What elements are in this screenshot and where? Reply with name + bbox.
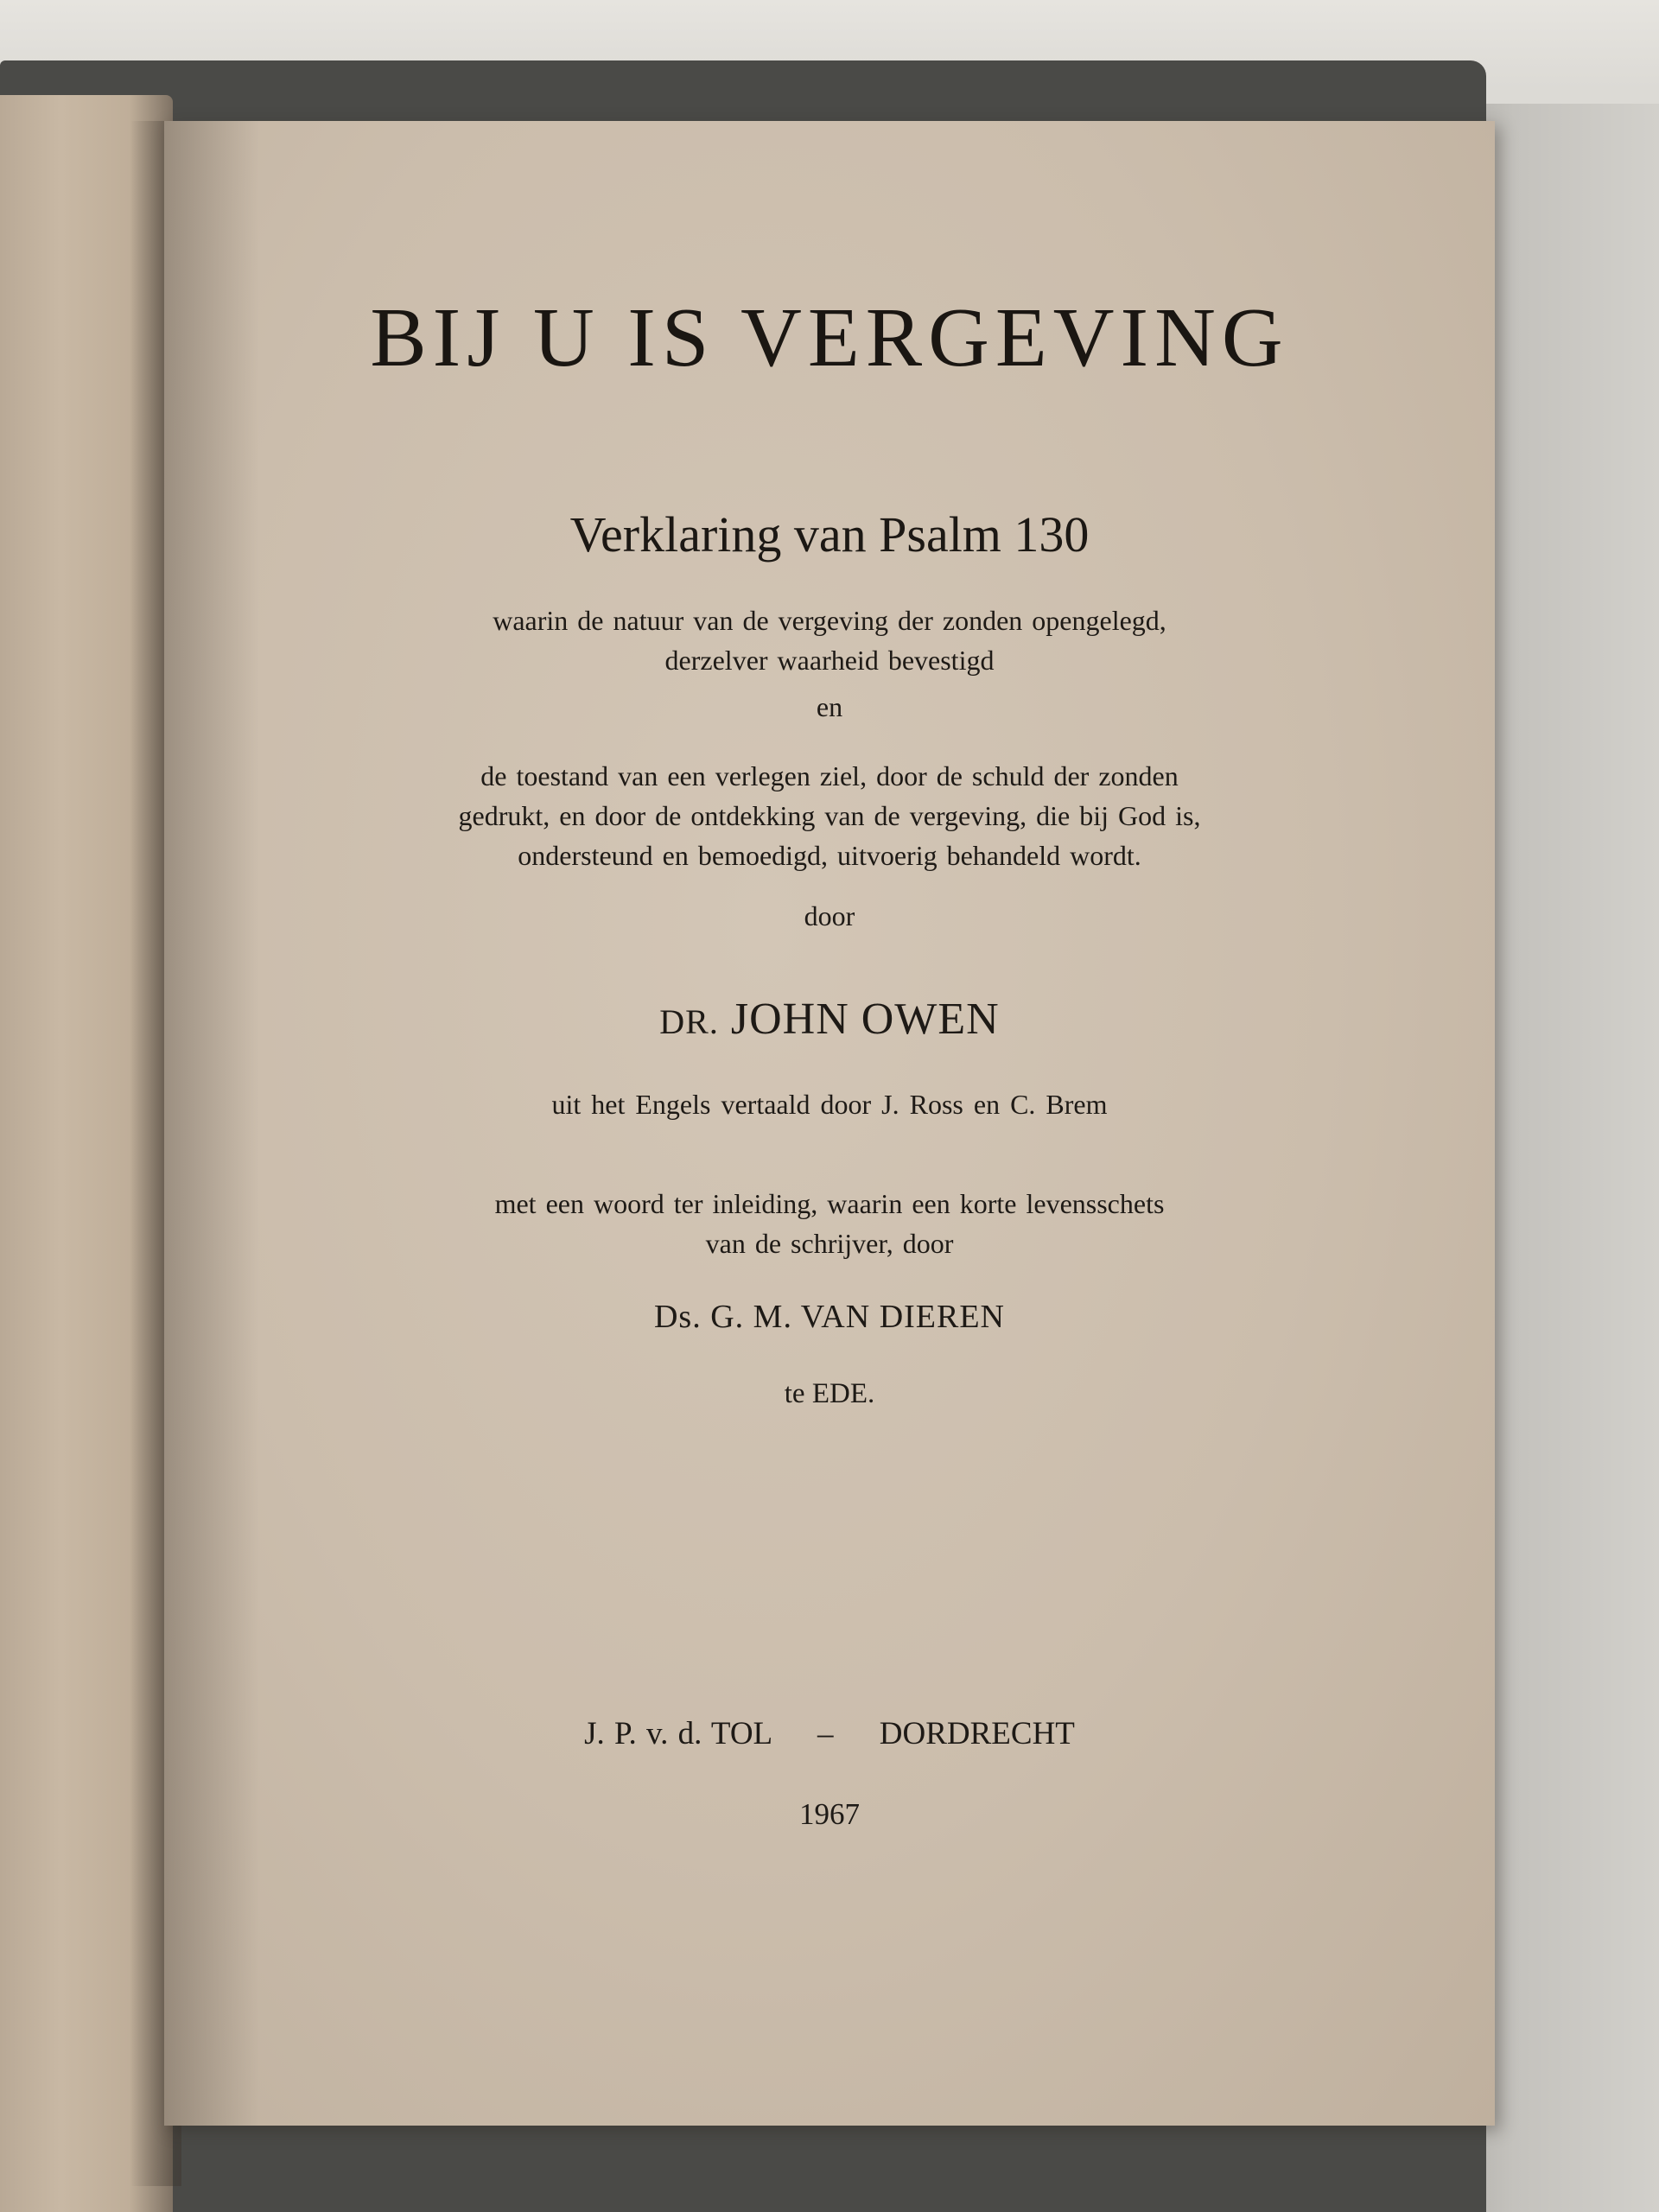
description-2-line-2: gedrukt, en door de ontdekking van de vergeving, die bij God is, <box>458 800 1201 831</box>
description-block-1 <box>164 601 1495 680</box>
author-line <box>164 994 1495 1045</box>
publisher-separator: – <box>817 1716 834 1751</box>
book-subtitle: Verklaring van Psalm 130 <box>569 506 1090 563</box>
introduction-line-2: van de schrijver, door <box>705 1228 954 1259</box>
introduction-block <box>164 1184 1495 1263</box>
title-page <box>164 121 1495 2126</box>
intro-author-place: te EDE. <box>784 1378 875 1409</box>
publisher-line <box>164 1715 1495 1752</box>
description-1-line-1: waarin de natuur van de vergeving der zonden opengelegd, <box>493 605 1166 636</box>
intro-author: Ds. G. M. VAN DIEREN <box>653 1299 1005 1335</box>
translators-line: uit het Engels vertaald door J. Ross en C. Brem <box>551 1089 1108 1120</box>
book-title: BIJ U IS VERGEVING <box>370 291 1289 385</box>
description-2-line-3: ondersteund en bemoedigd, uitvoerig behandeld wordt. <box>518 840 1141 871</box>
author-prefix: DR. <box>659 1002 719 1041</box>
publication-year: 1967 <box>799 1797 860 1831</box>
publisher-city: DORDRECHT <box>879 1716 1075 1751</box>
description-block-2 <box>164 756 1495 875</box>
title-page-content <box>164 121 1495 2126</box>
conjunction-en: en <box>816 691 843 722</box>
description-1-line-2: derzelver waarheid bevestigd <box>664 645 995 676</box>
introduction-line-1: met een woord ter inleiding, waarin een korte levensschets <box>494 1188 1165 1219</box>
description-2-line-1: de toestand van een verlegen ziel, door de schuld der zonden <box>480 760 1179 791</box>
publisher-name: J. P. v. d. TOL <box>584 1716 772 1751</box>
author-name: JOHN OWEN <box>730 995 1000 1044</box>
by-label: door <box>804 900 855 931</box>
